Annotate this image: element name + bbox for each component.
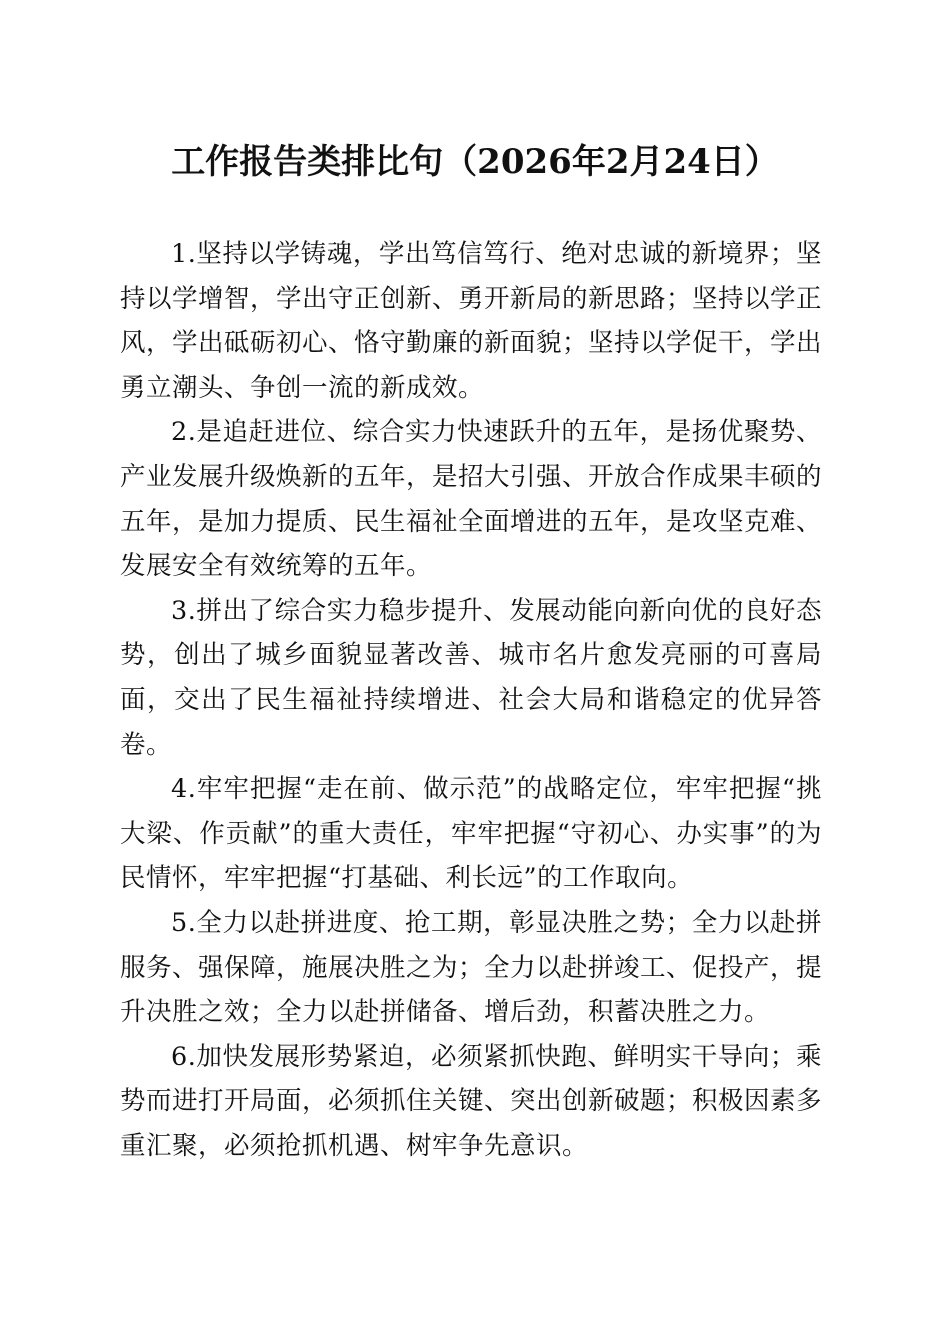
paragraph-1: 1.坚持以学铸魂，学出笃信笃行、绝对忠诚的新境界；坚持以学增智，学出守正创新、勇开新局的新思路；坚持以学正风，学出砥砺初心、恪守勤廉的新面貌；坚持以学促干，学出勇立潮头、争创一流的新成效。 xyxy=(120,239,823,403)
document-body xyxy=(120,232,822,1168)
paragraph-2: 2.是追赶进位、综合实力快速跃升的五年，是扬优聚势、产业发展升级焕新的五年，是招大引强、开放合作成果丰硕的五年，是加力提质、民生福祉全面增进的五年，是攻坚克难、发展安全有效统筹的五年。 xyxy=(120,417,823,582)
paragraph-5: 5.全力以赴拼进度、抢工期，彰显决胜之势；全力以赴拼服务、强保障，施展决胜之为；全力以赴拼竣工、促投产，提升决胜之效；全力以赴拼储备、增后劲，积蓄决胜之力。 xyxy=(120,907,823,1028)
paragraph-3: 3.拼出了综合实力稳步提升、发展动能向新向优的良好态势，创出了城乡面貌显著改善、城市名片愈发亮丽的可喜局面，交出了民生福祉持续增进、社会大局和谐稳定的优异答卷。 xyxy=(120,595,822,760)
paragraph-6: 6.加快发展形势紧迫，必须紧抓快跑、鲜明实干导向；乘势而进打开局面，必须抓住关键、突出创新破题；积极因素多重汇聚，必须抢抓机遇、树牢争先意识。 xyxy=(120,1041,823,1161)
paragraph-4: 4.牢牢把握“走在前、做示范”的战略定位，牢牢把握“挑大梁、作贡献”的重大责任，牢牢把握“守初心、办实事”的为民情怀，牢牢把握“打基础、利长远”的工作取向。 xyxy=(120,774,822,894)
document-title: 工作报告类排比句（2026年2月24日） xyxy=(171,142,779,182)
